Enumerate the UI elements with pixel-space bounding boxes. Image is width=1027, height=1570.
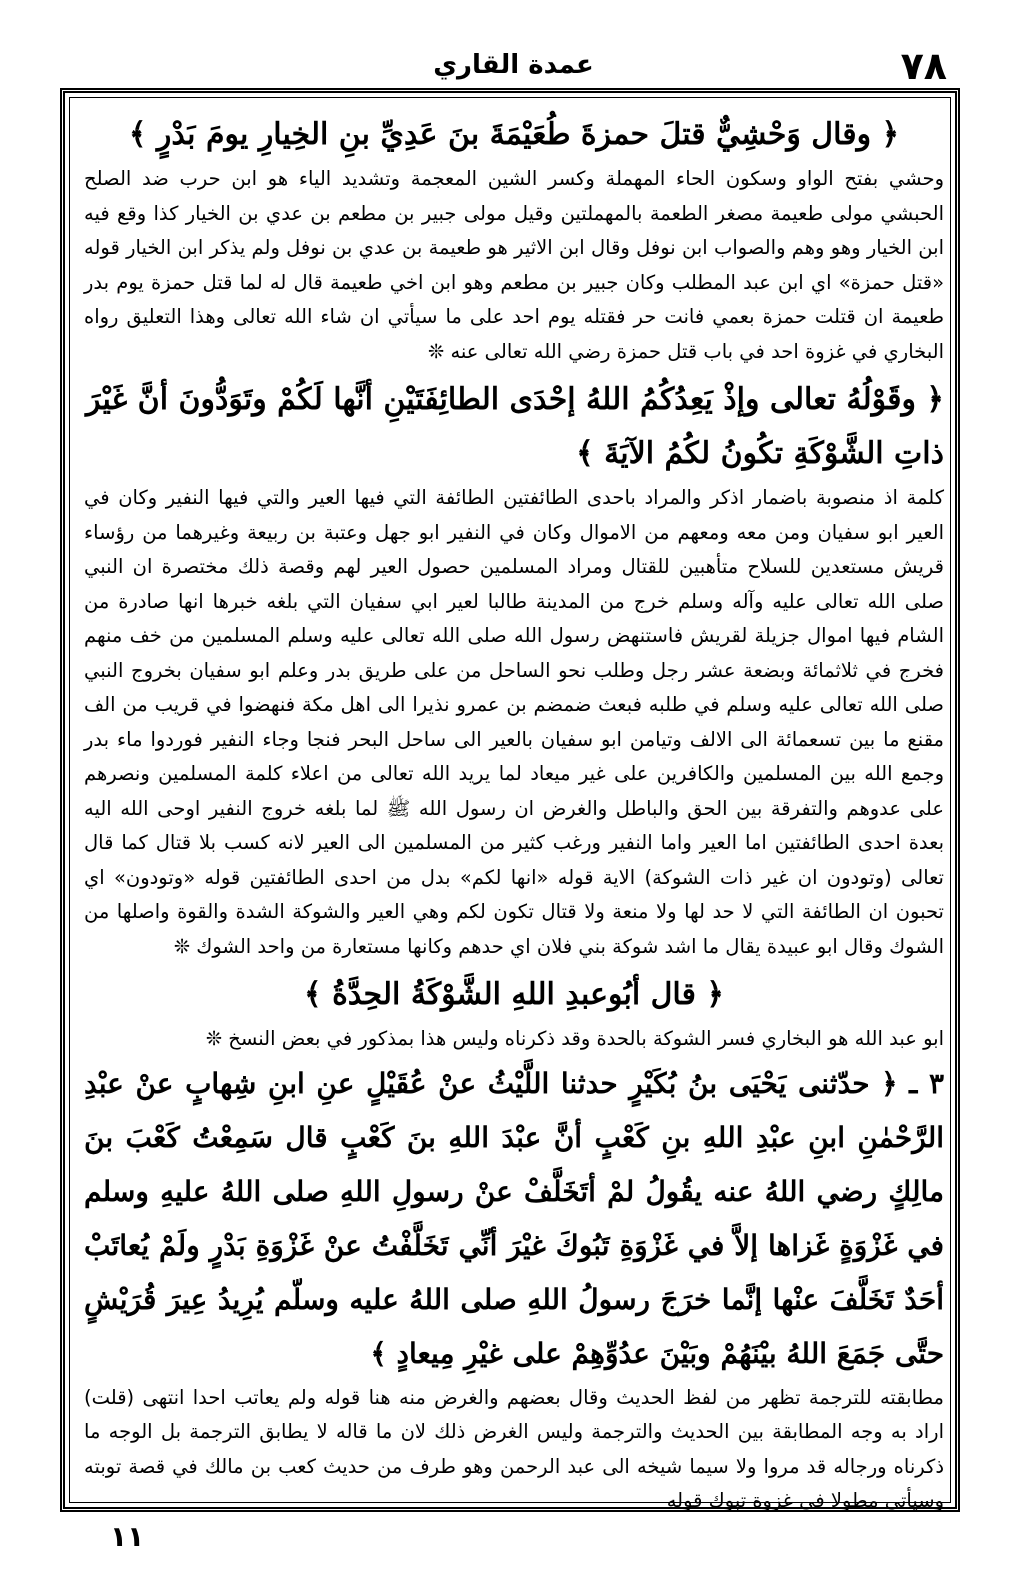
- signature-mark: ١١: [110, 1520, 145, 1553]
- page-content: [84, 108, 945, 1512]
- section-heading: ﴿ وقال وَحْشِيٌّ قتلَ حمزةَ طُعَيْمَةَ بنَ عَدِيِّ بنِ الخِيارِ يومَ بَدْرٍ ﴾: [128, 117, 900, 152]
- page-number: ٧٨: [900, 44, 947, 88]
- section-body: كلمة اذ منصوبة باضمار اذكر والمراد باحدى الطائفتين الطائفة التي فيها العير والتي فيها النفير وكان في العير ابو سفيان ومن معه ومعهم من الاموال وكان في النفير ابو جهل وعتبة بن ربيعة وغيرهما من رؤساء قريش مستعدين للسلاح متأهبين للقتال ومراد المسلمين حصول العير لهم وقصة ذلك مختصرة ان النبي صلى الله تعالى عليه وآله وسلم خرج من المدينة طالبا لعير ابي سفيان التي بلغه خبرها انها صادرة من الشام فيها اموال جزيلة لقريش فاستنهض رسول الله صلى الله تعالى عليه وسلم المسلمين من خف منهم فخرج في ثلاثمائة وبضعة عشر رجل وطلب نحو الساحل من على طريق بدر وعلم ابو سفيان بخروج النبي صلى الله تعالى عليه وسلم في طلبه فبعث ضمضم بن عمرو نذيرا الى اهل مكة فنهضوا في قريب من الف مقنع ما بين تسعمائة الى الالف وتيامن ابو سفيان بالعير الى ساحل البحر فنجا وجاء النفير فوردوا ماء بدر وجمع الله بين المسلمين والكافرين على غير ميعاد لما يريد الله تعالى من اعلاء كلمة المسلمين ونصرهم على عدوهم والتفرقة بين الحق والباطل والغرض ان رسول الله ﷺ لما بلغه خروج النفير اوحى الله اليه بعدة احدى الطائفتين اما العير واما النفير ورغب كثير من المسلمين الى العير لانه كسب بلا قتال كما قال تعالى (وتودون ان غير ذات الشوكة) الاية قوله «انها لكم» بدل من احدى الطائفتين قوله «وتودون» اي تحبون ان الطائفة التي لا حد لها ولا منعة ولا قتال تكون لكم وهي العير والشوكة الشدة والقوة واصلها من الشوك وقال ابو عبيدة يقال ما اشد شوكة بني فلان اي حدهم وكانها مستعارة من واحد الشوك ❊: [84, 486, 944, 958]
- section-heading: ﴿ وقَوْلُهُ تعالى وإذْ يَعِدُكُمُ اللهُ إحْدَى الطائِفَتَيْنِ أنَّها لَكُمْ وتَوَدُّونَ أنَّ غَيْرَ ذاتِ الشَّوْكَةِ تكُونُ لكُمُ الآيَةَ ﴾: [85, 382, 944, 471]
- section-body: ابو عبد الله هو البخاري فسر الشوكة بالحدة وقد ذكرناه وليس هذا بمذكور في بعض النسخ ❊: [205, 1027, 944, 1050]
- running-title: عمدة القاري: [433, 50, 594, 80]
- section-heading: ﴿ قال أبُوعبدِ اللهِ الشَّوْكَةُ الحِدَّةُ ﴾: [304, 977, 724, 1012]
- hadith-text: ٣ ـ ﴿ حدّثنى يَحْيَى بنُ بُكَيْرٍ حدثنا اللَّيْثُ عنْ عُقَيْلٍ عنِ ابنِ شِهابٍ عنْ عبْدِ الرَّحْمٰنِ ابنِ عبْدِ اللهِ بنِ كَعْبٍ أنَّ عبْدَ اللهِ بنَ كَعْبٍ قال سَمِعْتُ كَعْبَ بنَ مالِكٍ رضي اللهُ عنه يقُولُ لمْ أتَخَلَّفْ عنْ رسولِ اللهِ صلى اللهُ عليهِ وسلم في غَزْوَةٍ غَزاها إلاَّ في غَزْوَةِ تَبُوكَ غيْرَ أنِّي تَخَلَّفْتُ عنْ غَزْوَةِ بَدْرٍ ولَمْ يُعاتَبْ أحَدٌ تَخَلَّفَ عنْها إنَّما خرَجَ رسولُ اللهِ صلى اللهُ عليه وسلّم يُرِيدُ عِيرَ قُرَيْشٍ حتَّى جَمَعَ اللهُ بيْنَهُمْ وبَيْنَ عدُوِّهِمْ على غيْرِ مِيعادٍ ﴾: [84, 1066, 945, 1370]
- hadith-commentary: مطابقته للترجمة تظهر من لفظ الحديث وقال بعضهم والغرض منه هنا قوله ولم يعاتب احدا انتهى (قلت) اراد به وجه المطابقة بين الحديث والترجمة وليس الغرض ذلك لان ما قاله لا يطابق الترجمة بل الوجه ما ذكرناه ورجاله قد مروا ولا سيما شيخه الى عبد الرحمن وهو طرف من حديث كعب بن مالك في قصة توبته وسيأتي مطولا في غزوة تبوك قوله: [84, 1385, 944, 1512]
- section-body: وحشي بفتح الواو وسكون الحاء المهملة وكسر الشين المعجمة وتشديد الياء هو ابن حرب ضد الصلح الحبشي مولى طعيمة مصغر الطعمة بالمهملتين وقيل مولى جبير بن مطعم بن عدي بن الخيار كذا وقع فيه ابن الخيار وهو وهم والصواب ابن نوفل وقال ابن الاثير هو طعيمة بن عدي بن نوفل ولم يذكر ابن الخيار قوله «قتل حمزة» اي ابن عبد المطلب وكان جبير بن مطعم وهو ابن اخي طعيمة قال له لما قتل حمزة يوم بدر طعيمة ان قتلت حمزة بعمي فانت حر فقتله يوم احد على ما سيأتي ان شاء الله تعالى وهذا التعليق رواه البخاري في غزوة احد في باب قتل حمزة رضي الله تعالى عنه ❊: [84, 167, 944, 363]
